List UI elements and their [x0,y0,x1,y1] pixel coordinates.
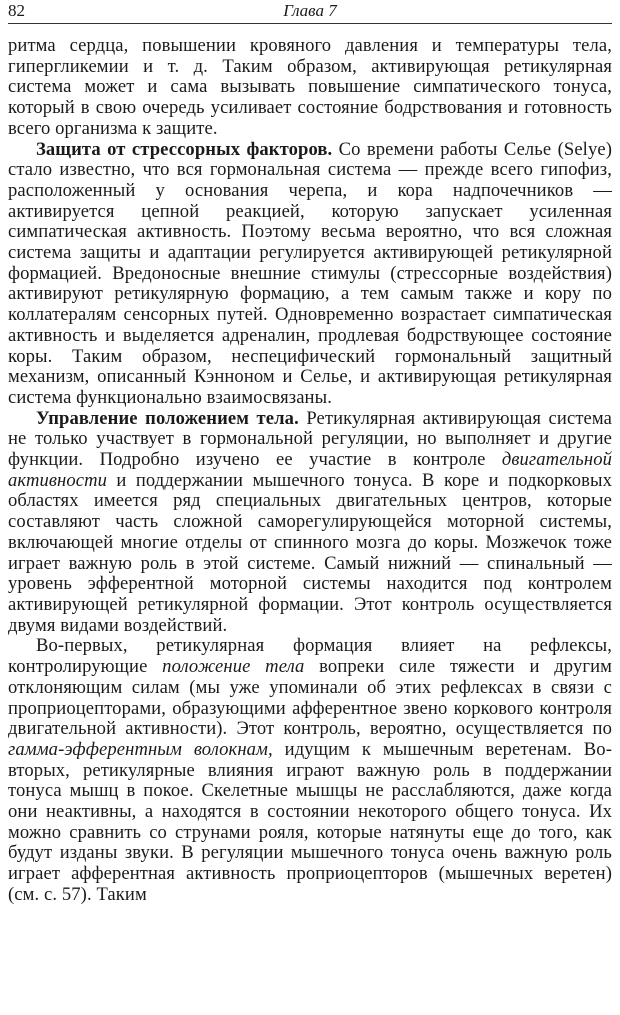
paragraph-text: Ретикулярная активирующая система не только участвует в гормональной регуляции, но выполняет и другие функции. Подробно изучено ее участие в контроле [8,407,612,471]
emphasis-body-position: положение тела [162,656,305,678]
paragraph-text: Со времени работы Селье (Selye) стало известно, что вся гормональная система — прежде всего гипофиз, расположенный у основания черепа, и кора надпочечников — активируется цепной реакцией, которую запускает усиленная симпатическая активность. Поэтому весьма вероятно, что вся сложная система защиты и адаптации регулируется активирующей ретикулярной формацией. Вредоносные внешние стимулы (стрессорные воздействия) активируют ретикулярную формацию, а тем самым также и кору по коллатералям сенсорных путей. Одновременно возрастает симпатическая активность и выделяется адреналин, продлевая бодрствующее состояние коры. Таким образом, неспецифический гормональный защитный механизм, описанный Кэнноном и Селье, и активирующая ретикулярная система функционально взаимосвязаны. [8,138,612,408]
paragraph-text: ритма сердца, повышении кровяного давления и температуры тела, гипергликемии и т. д. Таким образом, активирующая ретикулярная система может и сама вызывать повышение симпатического тонуса, который в свою очередь усиливает состояние бодрствования и готовность всего организма к защите. [8,35,612,139]
paragraph-stress-protection [8,140,612,409]
header-rule [8,23,612,24]
paragraph-text: идущим к мышечным веретенам. Во-вторых, ретикулярные влияния играют важную роль в поддержании тонуса мышц в покое. Скелетные мышцы не расслабляются, даже когда они неактивны, а находятся в состоянии некоторого общего тонуса. Их можно сравнить со струнами рояля, которые натянуты еще до того, как будут изданы звуки. В регуляции мышечного тонуса очень важную роль играет афферентная активность проприоцепторов (мышечных веретен) (см. с. 57). Таким [8,738,612,905]
running-head-chapter: Глава 7 [283,1,337,20]
emphasis-motor-activity: двигательной активности [8,449,612,491]
page-number: 82 [8,1,25,20]
paragraph-text: Во-первых, ретикулярная формация влияет на рефлексы, контролирующие [8,635,612,678]
paragraph-text: и поддержании мышечного тонуса. В коре и подкорковых областях имеется ряд специальных двигательных центров, которые составляют часть сложной саморегулирующейся моторной системы, включающей многие отделы от спинного мозга до коры. Мозжечок тоже играет важную роль в этой системе. Самый нижний — спинальный — уровень эфферентной моторной системы находится под контролем активирующей ретикулярной формации. Этот контроль осуществляется двумя видами воздействий. [8,469,612,636]
paragraph-body-position [8,409,612,637]
section-heading-position: Управление положением тела. [36,407,299,429]
paragraph-reflexes [8,636,612,905]
page-header [8,0,612,24]
body-text [8,36,612,906]
section-heading-stress: Защита от стрессорных факторов. [36,138,333,160]
emphasis-gamma-fibers: гамма-эфферентным волокнам, [8,738,273,760]
paragraph-continuation [8,36,612,140]
paragraph-text: вопреки силе тяжести и другим отклоняющим силам (мы уже упоминали об этих рефлексах в связи с проприоцепторами, образующими афферентное звено коркового контроля двигательной активности). Этот контроль, вероятно, осуществляется по [8,656,612,740]
